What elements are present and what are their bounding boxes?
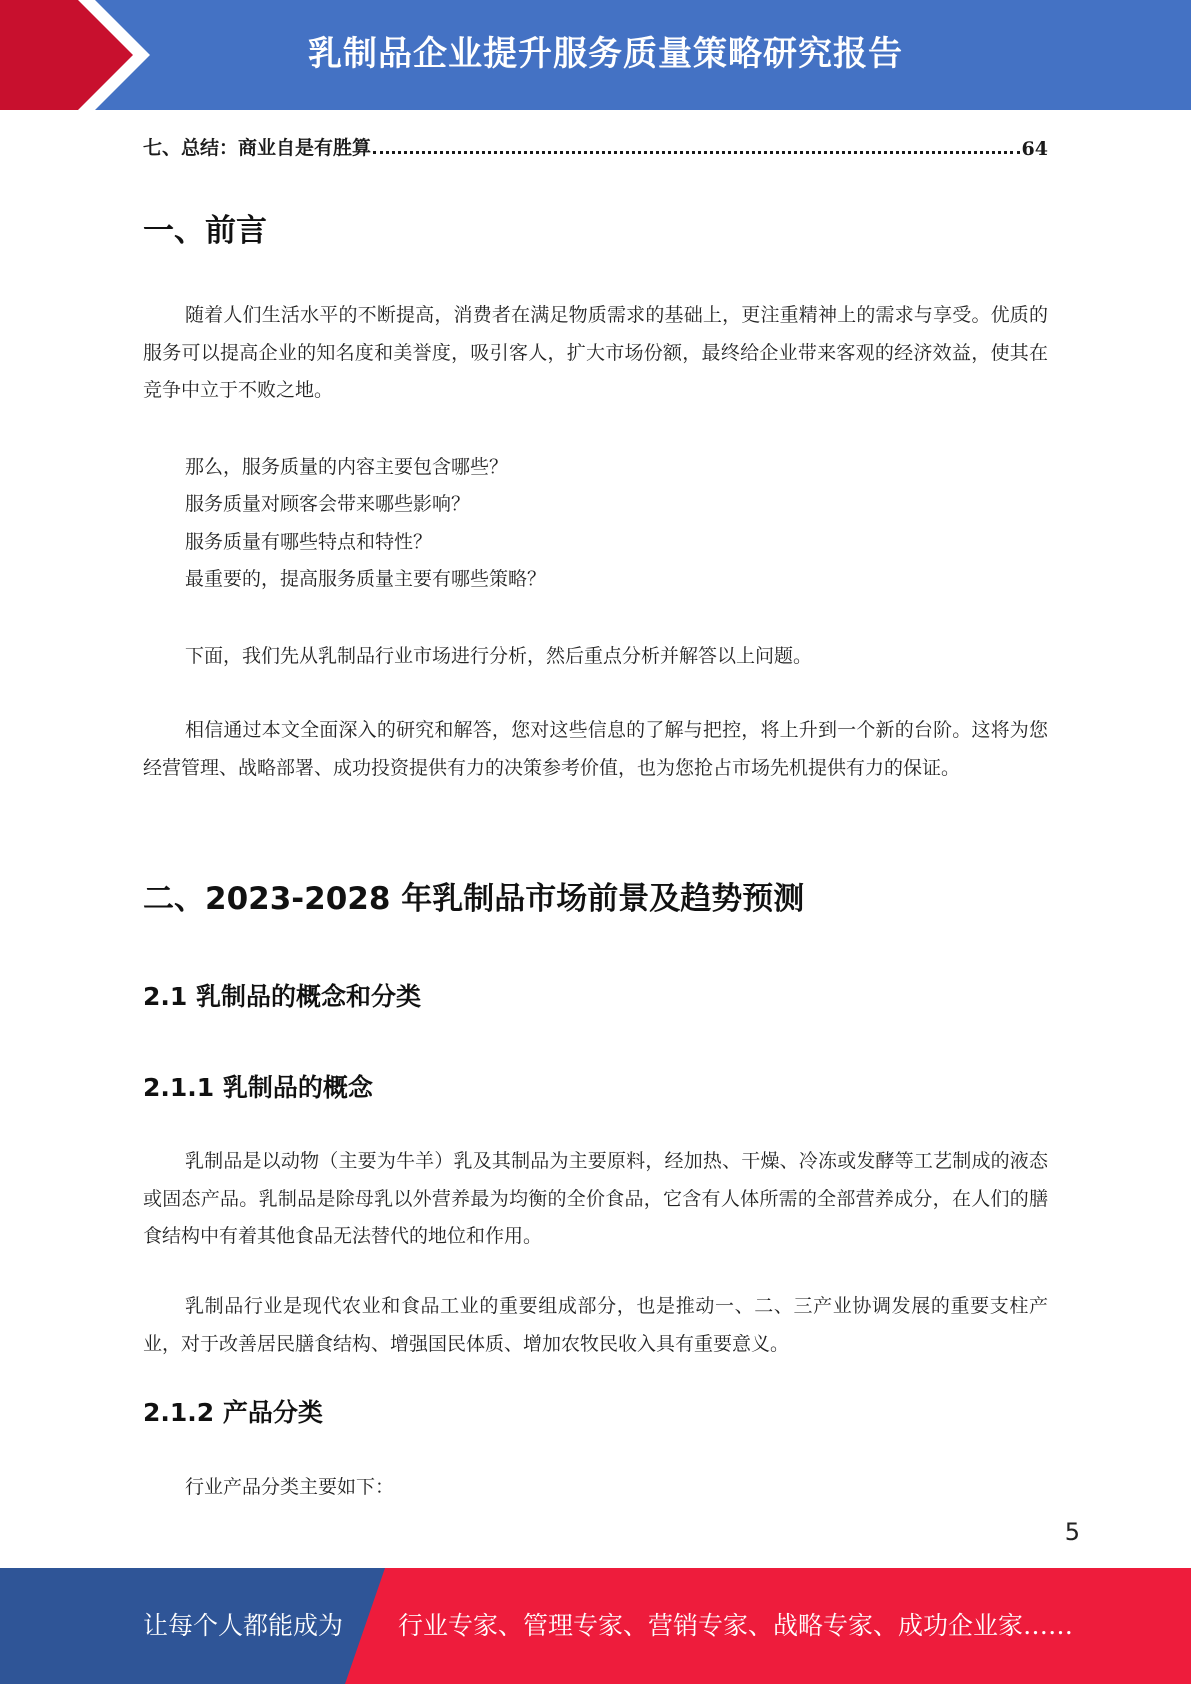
- toc-entry-label: 七、总结：商业自是有胜算: [143, 137, 372, 159]
- intro-paragraph-3: 相信通过本文全面深入的研究和解答，您对这些信息的了解与把控，将上升到一个新的台阶。这将为您经营管理、战略部署、成功投资提供有力的决策参考价值，也为您抢占市场先机提供有力的保证。: [143, 719, 1048, 779]
- toc-entry[interactable]: [143, 130, 1048, 160]
- concept-paragraph-2: 乳制品行业是现代农业和食品工业的重要组成部分，也是推动一、二、三产业协调发展的重要支柱产业，对于改善居民膳食结构、增强国民体质、增加农牧民收入具有重要意义。: [143, 1295, 1048, 1355]
- intro-paragraph-1: 随着人们生活水平的不断提高，消费者在满足物质需求的基础上，更注重精神上的需求与享受。优质的服务可以提高企业的知名度和美誉度，吸引客人，扩大市场份额，最终给企业带来客观的经济效益，使其在竞争中立于不败之地。: [143, 304, 1048, 401]
- question-line: 服务质量对顾客会带来哪些影响？: [185, 493, 471, 515]
- concept-paragraph-1: 乳制品是以动物（主要为牛羊）乳及其制品为主要原料，经加热、干燥、冷冻或发酵等工艺制成的液态或固态产品。乳制品是除母乳以外营养最为均衡的全价食品，它含有人体所需的全部营养成分，在人们的膳食结构中有着其他食品无法替代的地位和作用。: [143, 1150, 1048, 1247]
- heading-market-forecast: 二、2023-2028 年乳制品市场前景及趋势预测: [143, 881, 805, 917]
- toc-entry-page: 64: [1021, 138, 1048, 160]
- intro-paragraph-2: 下面，我们先从乳制品行业市场进行分析，然后重点分析并解答以上问题。: [185, 645, 813, 667]
- heading-concept-classification: 2.1 乳制品的概念和分类: [143, 982, 421, 1011]
- page-number: 5: [1064, 1518, 1080, 1546]
- header-band: [0, 0, 1191, 110]
- heading-concept: 2.1.1 乳制品的概念: [143, 1073, 373, 1102]
- footer-slogan-left: 让每个人都能成为: [143, 1611, 344, 1640]
- footer-band: [0, 1568, 1191, 1684]
- toc-leader-dots: [373, 151, 1020, 154]
- report-title: 乳制品企业提升服务质量策略研究报告: [308, 34, 903, 74]
- category-paragraph: 行业产品分类主要如下：: [185, 1476, 395, 1498]
- question-line: 服务质量有哪些特点和特性？: [185, 531, 433, 553]
- question-line: 最重要的，提高服务质量主要有哪些策略？: [185, 568, 547, 590]
- header-arrow-fill: [0, 0, 133, 110]
- heading-product-category: 2.1.2 产品分类: [143, 1398, 323, 1427]
- question-line: 那么，服务质量的内容主要包含哪些？: [185, 456, 509, 478]
- footer-slogan-right: 行业专家、管理专家、营销专家、战略专家、成功企业家……: [398, 1611, 1074, 1640]
- heading-introduction: 一、前言: [143, 213, 267, 249]
- header-arrow-decoration: [0, 0, 160, 110]
